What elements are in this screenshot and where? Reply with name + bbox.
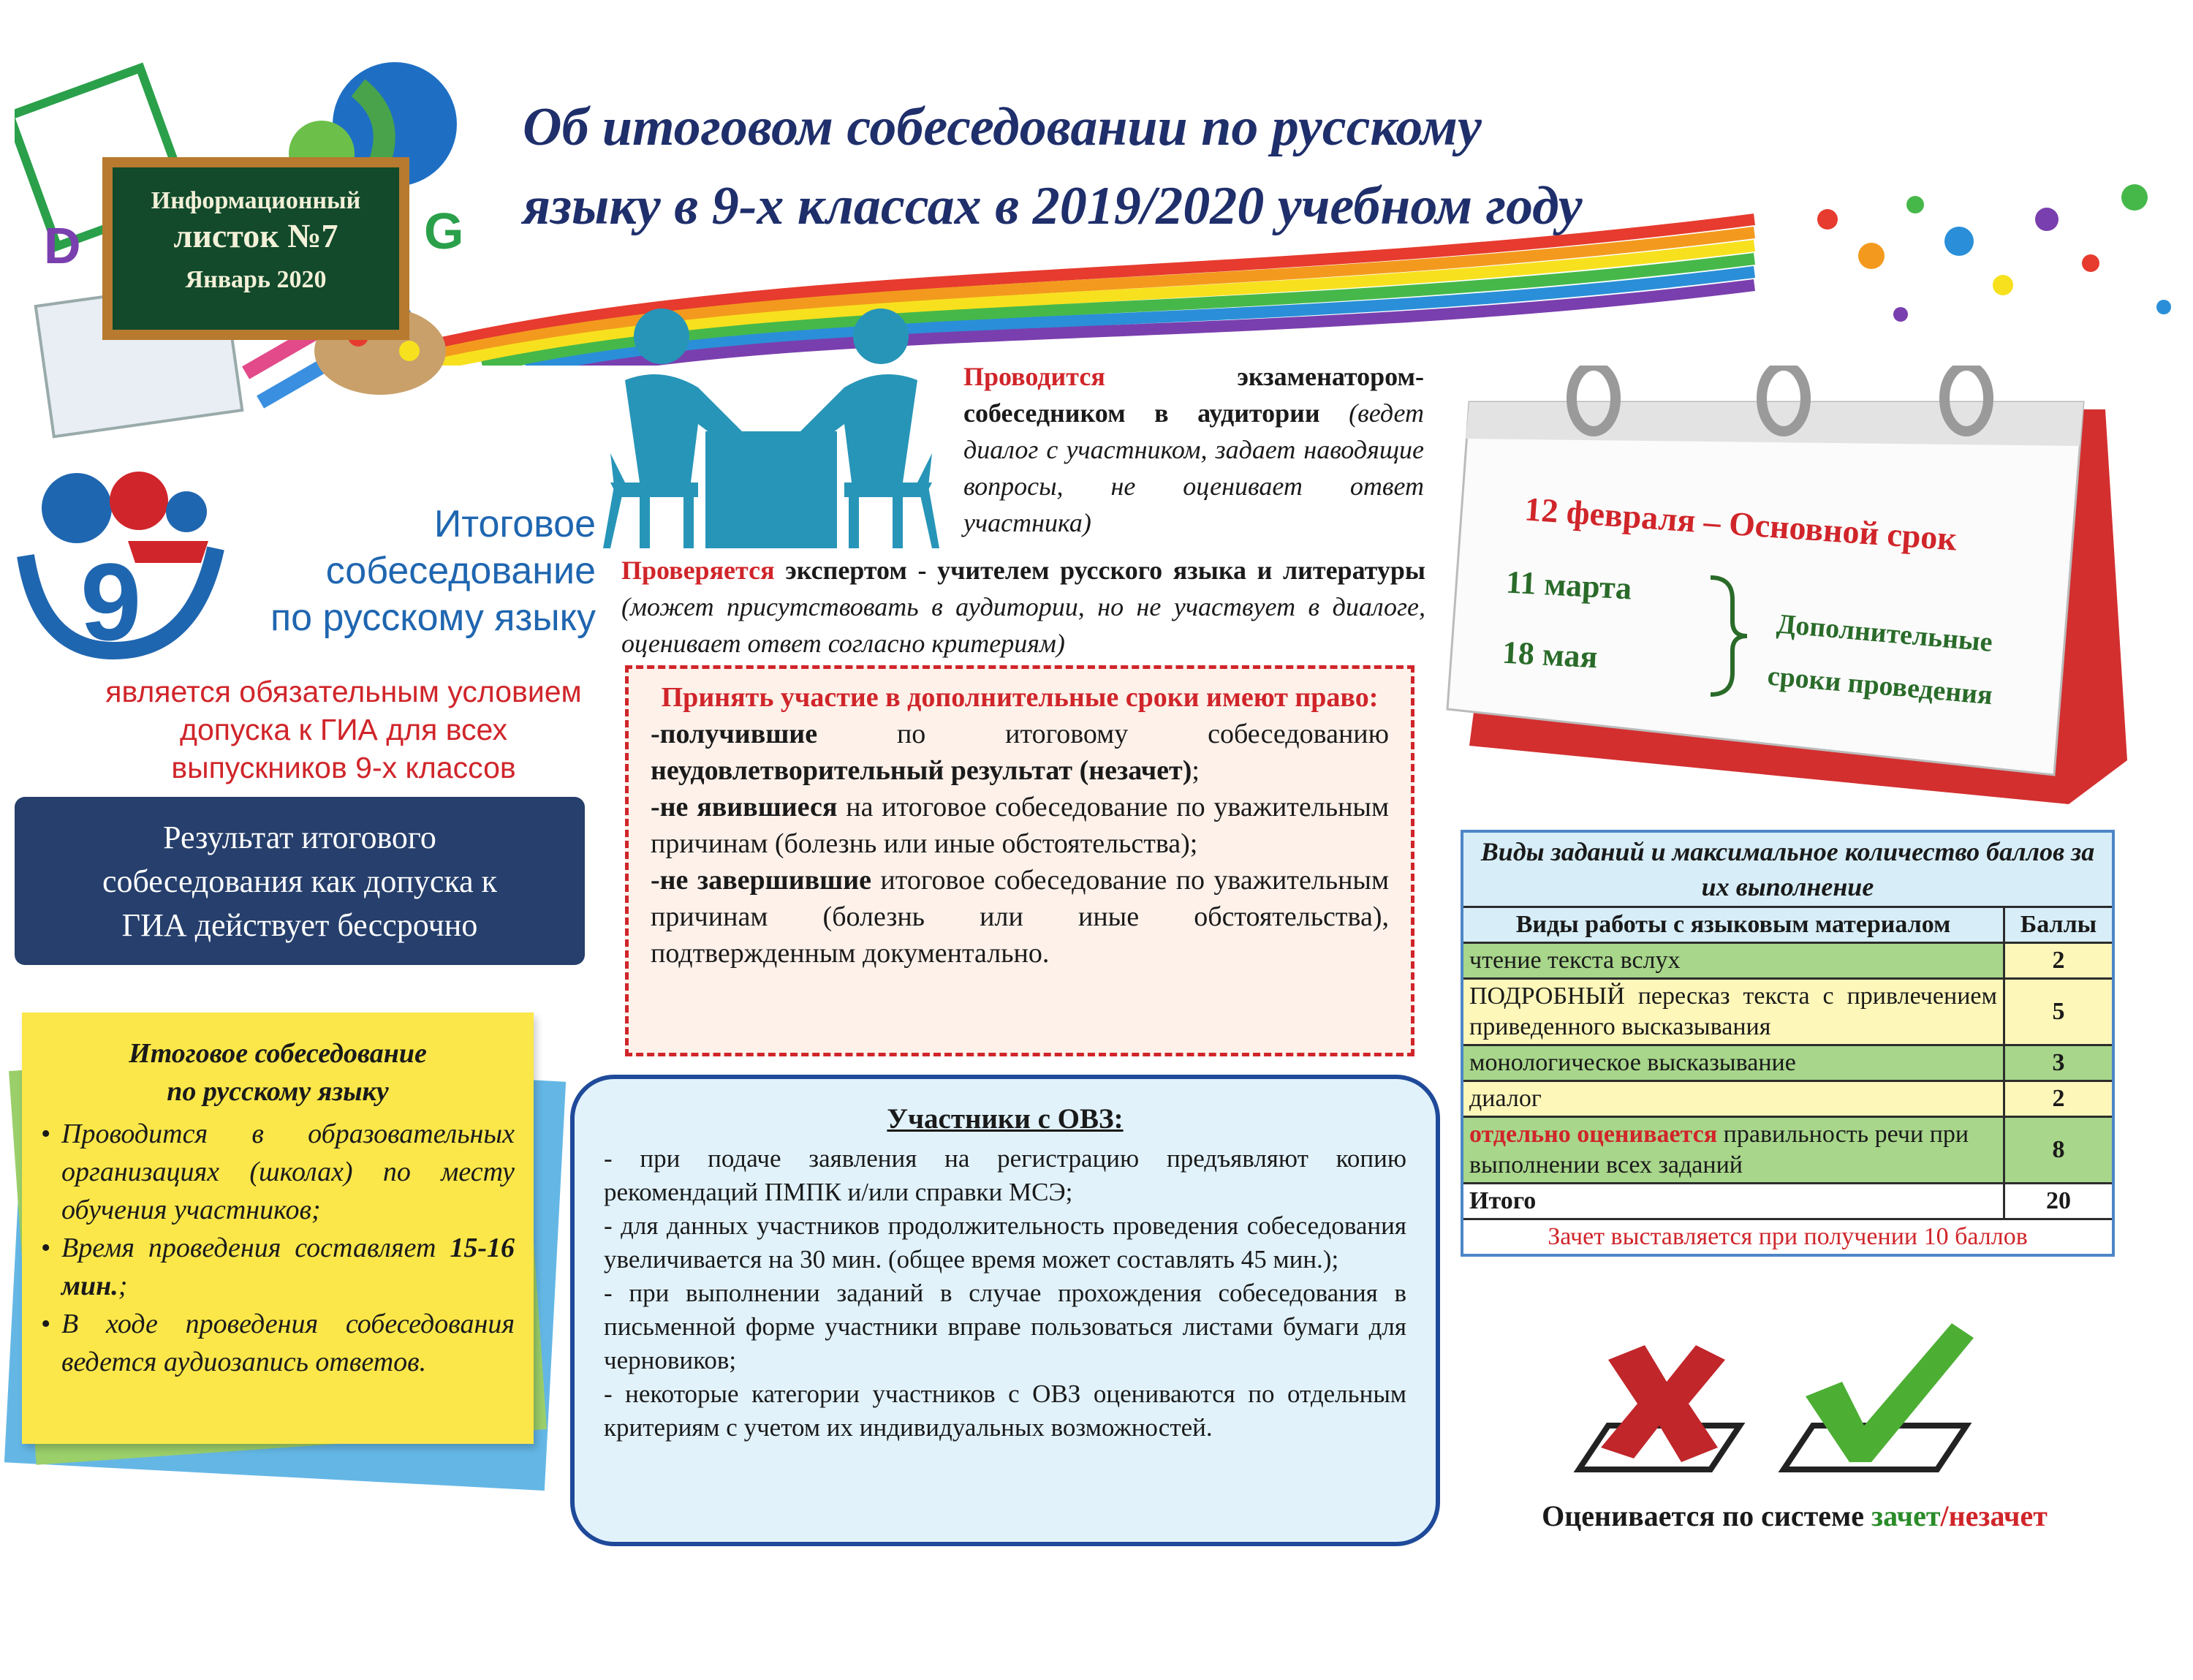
i1-text: по итоговому собеседованию [896, 719, 1389, 749]
requirement-text [88, 673, 599, 787]
i2-bold: -не явившиеся [651, 792, 838, 822]
extra-terms-item [651, 716, 1389, 789]
i1-end: ; [1192, 755, 1200, 786]
system-fail: незачет [1948, 1499, 2048, 1532]
svg-text:G: G [424, 203, 464, 260]
title-line1: Об итоговом собеседовании по русскому [523, 97, 1482, 157]
task-cell [1462, 1117, 2004, 1184]
svg-text:D: D [44, 217, 81, 274]
logo-caption [216, 501, 596, 641]
sticky-note [22, 1013, 534, 1444]
logo-line2: собеседование [325, 550, 596, 592]
sticky-head2: по русскому языку [167, 1076, 389, 1107]
extra-terms-box [625, 665, 1414, 1056]
task-red: отдельно оценивается [1469, 1121, 1718, 1148]
calendar-note [1754, 596, 2010, 722]
score-cell: 3 [2004, 1045, 2114, 1081]
total-value: 20 [2004, 1184, 2114, 1219]
sticky-item2-c: ; [118, 1271, 128, 1301]
table-total-row [1462, 1184, 2113, 1219]
task-text: правильность речи при выполнении всех заданий [1469, 1121, 1969, 1178]
result-banner [15, 797, 585, 965]
grading-system [1458, 1499, 2131, 1533]
system-pass: зачет [1871, 1499, 1941, 1532]
calendar-date-2: 11 марта [1504, 564, 1633, 607]
chalkboard-badge [102, 157, 409, 340]
system-prefix: Оценивается по системе [1542, 1499, 1865, 1532]
calendar-note2: сроки проведения [1766, 660, 1994, 711]
calendar-date-3: 18 мая [1501, 634, 1599, 676]
table-header-score: Баллы [2004, 907, 2114, 943]
interview-icon [596, 307, 947, 548]
score-cell: 8 [2004, 1117, 2114, 1184]
sticky-item2-b: 15-16 мин. [61, 1233, 515, 1301]
check-red: Проверяется [621, 556, 775, 585]
cross-icon [1579, 1345, 1740, 1469]
total-label: Итого [1462, 1184, 2004, 1219]
table-row [1462, 979, 2113, 1045]
logo-line1: Итоговое [433, 503, 596, 545]
check-icon [1784, 1323, 1974, 1469]
exam-logo-icon [11, 468, 230, 673]
sticky-heading [41, 1034, 515, 1110]
system-slash: / [1940, 1499, 1949, 1532]
check-italic: (может присутствовать в аудитории, но не участвует в диалоге, оценивает ответ согласно критериям) [621, 592, 1425, 658]
table-row [1462, 1081, 2113, 1117]
result-line3: ГИА действует бессрочно [121, 907, 478, 943]
ovz-item: - при подаче заявления на регистрацию предъявляют копию рекомендаций ПМПК и/или справки МСЭ; [604, 1144, 1406, 1206]
ovz-box [570, 1075, 1440, 1546]
ovz-item: - при выполнении заданий в случае прохождения собеседования в письменной форме участники вправе пользоваться листами бумаги для черновиков; [604, 1279, 1406, 1374]
calendar-note1: Дополнительные [1775, 608, 1994, 658]
check-bold: экспертом - учителем русского языка и литературы [785, 556, 1425, 585]
extra-terms-head: Принять участие в дополнительные сроки имеют право: [661, 682, 1379, 713]
score-table [1461, 830, 2115, 1257]
board-line3: Январь 2020 [185, 266, 327, 293]
table-row [1462, 1045, 2113, 1081]
conduct-paragraph [963, 358, 1424, 541]
ovz-item: - для данных участников продолжительность проведения собеседования увеличивается на 30 мин. (общее время может составлять 45 мин.); [604, 1211, 1406, 1274]
page-title [523, 88, 1838, 246]
table-footer: Зачет выставляется при получении 10 баллов [1462, 1219, 2113, 1256]
calendar-main-date: 12 февраля – Основной срок [1523, 490, 1958, 558]
sticky-item2-a: Время проведения составляет [61, 1233, 436, 1263]
pass-fail-icons [1572, 1316, 1981, 1484]
extra-terms-item [651, 789, 1389, 862]
score-cell: 2 [2004, 943, 2114, 979]
ovz-item: - некоторые категории участников с ОВЗ оцениваются по отдельным критериям с учетом их индивидуальных возможностей. [604, 1380, 1406, 1442]
sticky-item: • Проводится в образовательных организациях (школах) по месту обучения участников; [41, 1115, 515, 1229]
i1-bold2: неудовлетворительный результат (незачет) [651, 755, 1192, 786]
task-cell: диалог [1462, 1081, 2004, 1117]
i3-bold: -не завершившие [651, 865, 871, 896]
result-line2: собеседования как допуска к [102, 863, 498, 899]
req-line1: является обязательным условием [105, 675, 582, 708]
table-caption: Виды заданий и максимальное количество баллов за их выполнение [1462, 831, 2113, 907]
sticky-head1: Итоговое собеседование [129, 1038, 427, 1069]
req-line3: выпускников 9-х классов [171, 751, 516, 784]
logo-digit: 9 [80, 540, 142, 663]
task-cell: монологическое высказывание [1462, 1045, 2004, 1081]
sticky-item [41, 1229, 515, 1305]
i1-bold: -получившие [651, 719, 818, 749]
table-header-task: Виды работы с языковым материалом [1462, 907, 2004, 943]
sticky-item: • В ходе проведения собеседования ведется аудиозапись ответов. [41, 1305, 515, 1381]
conduct-red: Проводится [963, 362, 1105, 391]
board-line1: Информационный [151, 187, 361, 214]
score-cell: 2 [2004, 1081, 2114, 1117]
req-line2: допуска к ГИА для всех [180, 713, 507, 746]
i3-text: итоговое собеседование по уважительным причинам (болезнь или иные обстоятельства), подтвержденным документально. [651, 865, 1390, 969]
board-line2: листок №7 [173, 217, 338, 254]
logo-line3: по русскому языку [270, 597, 596, 639]
task-cell: чтение текста вслух [1462, 943, 2004, 979]
result-line1: Результат итогового [163, 820, 436, 855]
table-row [1462, 943, 2113, 979]
task-cell: ПОДРОБНЫЙ пересказ текста с привлечением приведенного высказывания [1462, 979, 2004, 1045]
i2-text: на итоговое собеседование по уважительным причинам (болезнь или иные обстоятельства); [651, 792, 1389, 859]
extra-terms-item [651, 862, 1389, 972]
conduct-italic: (ведет диалог с участником, задает наводящие вопросы, не оценивает ответ участника) [963, 398, 1425, 537]
ovz-head: Участники с ОВЗ: [887, 1103, 1124, 1135]
conduct-bold: экзаменатором-собеседником в аудитории [963, 362, 1424, 428]
score-cell: 5 [2004, 979, 2114, 1045]
table-row [1462, 1117, 2113, 1184]
title-line2: языку в 9-х классах в 2019/2020 учебном году [523, 176, 1583, 236]
check-paragraph [621, 552, 1425, 662]
